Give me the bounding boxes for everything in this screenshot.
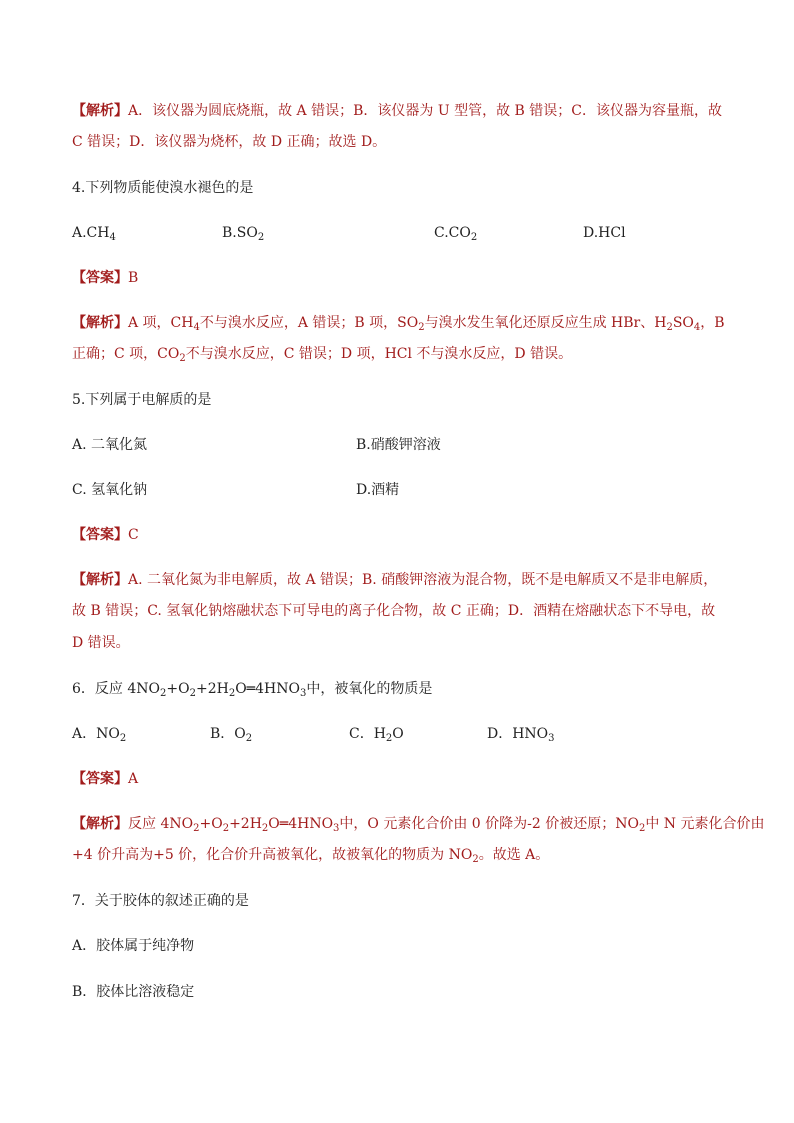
- q4-analysis-line1: 【解析】A 项，$CH_4$不与溴水反应，A 错误；B 项，$SO_2$与溴水发生氧化还原反应生成 HBr、$H_2SO_4$，B: [72, 315, 725, 333]
- q4-answer: 【答案】B: [72, 270, 139, 286]
- q5-analysis-line3: D 错误。: [72, 635, 130, 651]
- q4-option-c: $C.CO_2$: [434, 225, 478, 243]
- q4-stem: 4.下列物质能使溴水褪色的是: [72, 180, 254, 196]
- q6-stem: 6．反应 $4NO_2+O_2+2H_2O═4HNO_3$中，被氧化的物质是: [72, 681, 433, 699]
- q6-option-d: D．$HNO_3$: [487, 726, 555, 744]
- q5-analysis-line2: 故 B 错误；C. 氢氧化钠熔融状态下可导电的离子化合物，故 C 正确；D．酒精在熔融状态下不导电，故: [72, 603, 716, 619]
- q6-option-b: B．$O_2$: [210, 726, 253, 744]
- answer-value: B: [128, 270, 139, 286]
- answer-value: A: [128, 771, 139, 787]
- q5-option-b: B.硝酸钾溶液: [356, 437, 441, 453]
- q7-option-b: B．胶体比溶液稳定: [72, 984, 195, 1000]
- q7-stem: 7．关于胶体的叙述正确的是: [72, 893, 249, 909]
- q6-option-c: C．$H_2O$: [349, 726, 404, 744]
- q6-option-a: A．$NO_2$: [72, 726, 127, 744]
- q5-answer: 【答案】C: [72, 527, 139, 543]
- q5-option-c: C. 氢氧化钠: [72, 482, 148, 498]
- q6-answer: 【答案】A: [72, 771, 139, 787]
- q4-option-a: $A.CH_4$: [72, 225, 116, 243]
- q5-option-d: D.酒精: [356, 482, 400, 498]
- analysis-text: A．该仪器为圆底烧瓶，故 A 错误；B．该仪器为 U 型管，故 B 错误；C．该仪器为容量瓶，故: [128, 103, 723, 119]
- answer-value: C: [128, 527, 139, 543]
- q5-stem: 5.下列属于电解质的是: [72, 392, 212, 408]
- q6-analysis-line1: 【解析】反应 $4NO_2+O_2+2H_2O═4HNO_3$中，O 元素化合价由 0 价降为-2 价被还原；$NO_2$中 N 元素化合价由: [72, 816, 765, 834]
- q3-analysis-line1: [72, 101, 722, 121]
- q6-analysis-line2: +4 价升高为+5 价，化合价升高被氧化，故被氧化的物质为 $NO_2$。故选 A。: [72, 847, 550, 865]
- q7-option-a: A．胶体属于纯净物: [72, 938, 195, 954]
- q4-analysis-line2: 正确；C 项，$CO_2$不与溴水反应，C 错误；D 项，HCl 不与溴水反应，D 错误。: [72, 346, 573, 364]
- analysis-tag: 【解析】: [72, 103, 128, 119]
- q4-option-d: D.HCl: [583, 225, 626, 241]
- q4-option-b: $B.SO_2$: [222, 225, 265, 243]
- q5-option-a: A. 二氧化氮: [72, 437, 148, 453]
- q3-analysis-line2: C 错误；D．该仪器为烧杯，故 D 正确；故选 D。: [72, 134, 387, 150]
- q5-analysis-line1: 【解析】A. 二氧化氮为非电解质，故 A 错误；B. 硝酸钾溶液为混合物，既不是电解质又不是非电解质，: [72, 572, 718, 588]
